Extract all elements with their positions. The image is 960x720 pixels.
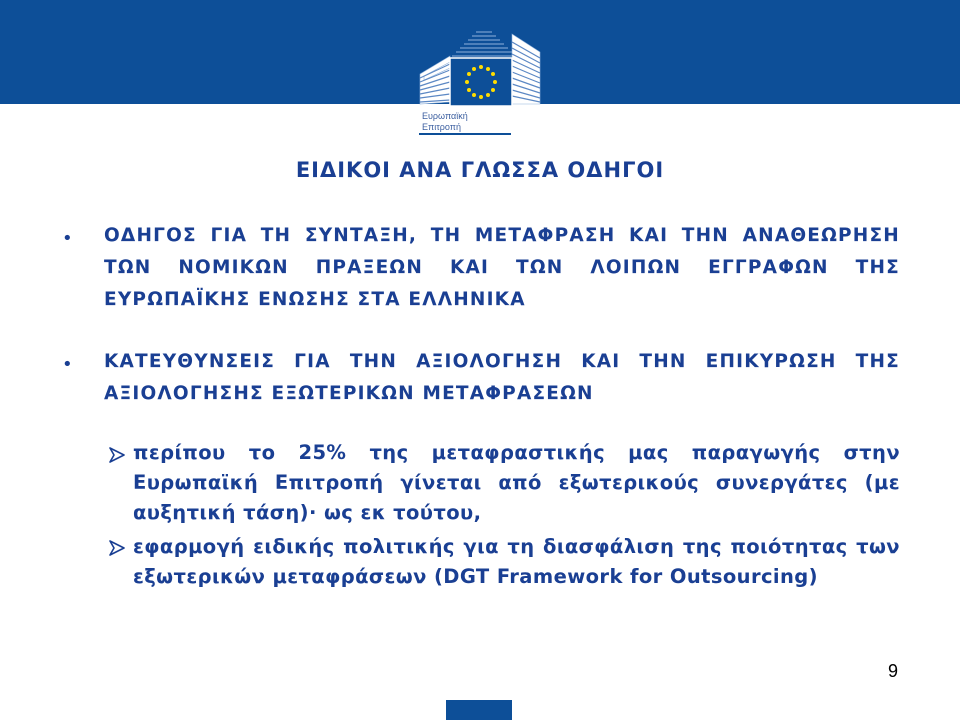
page-number: 9 <box>888 661 899 681</box>
sub-bullet-1-text: περίπου το 25% της μεταφραστικής μας παραγωγής στην Ευρωπαϊκή Επιτροπή γίνεται από εξωτερικούς συνεργάτες (με αυξητική τάση)· ως εκ τούτου, <box>133 441 900 524</box>
bullet-icon: • <box>62 228 73 249</box>
logo-text <box>422 111 522 133</box>
arrow-bullet-icon <box>108 447 126 463</box>
logo-underline <box>419 133 511 135</box>
bullet-icon: • <box>62 354 73 375</box>
logo-line-2: Επιτροπή <box>422 122 461 132</box>
bullet-1-text: ΟΔΗΓΟΣ ΓΙΑ ΤΗ ΣΥΝΤΑΞΗ, ΤΗ ΜΕΤΑΦΡΑΣΗ ΚΑΙ ΤΗΝ ΑΝΑΘΕΩΡΗΣΗ ΤΩΝ ΝΟΜΙΚΩΝ ΠΡΑΞΕΩΝ ΚΑΙ ΤΩΝ ΛΟΙΠΩΝ ΕΓΓΡΑΦΩΝ ΤΗΣ ΕΥΡΩΠΑΪΚΗΣ ΕΝΩΣΗΣ ΣΤΑ ΕΛΛΗΝΙΚΑ <box>104 225 900 310</box>
slide-title: ΕΙΔΙΚΟΙ ΑΝΑ ΓΛΩΣΣΑ ΟΔΗΓΟΙ <box>295 158 665 182</box>
logo-line-1: Ευρωπαϊκή <box>422 111 468 121</box>
bullet-2-text: ΚΑΤΕΥΘΥΝΣΕΙΣ ΓΙΑ ΤΗΝ ΑΞΙΟΛΟΓΗΣΗ ΚΑΙ ΤΗΝ ΕΠΙΚΥΡΩΣΗ ΤΗΣ ΑΞΙΟΛΟΓΗΣΗΣ ΕΞΩΤΕΡΙΚΩΝ ΜΕΤΑΦΡΑΣΕΩΝ <box>104 351 900 404</box>
arrow-bullet-icon <box>108 540 126 556</box>
sub-bullet-2-text: εφαρμογή ειδικής πολιτικής για τη διασφάλιση της ποιότητας των εξωτερικών μεταφράσεων (DGT Framework for Outsourcing) <box>133 535 900 588</box>
footer-bar <box>446 700 512 720</box>
